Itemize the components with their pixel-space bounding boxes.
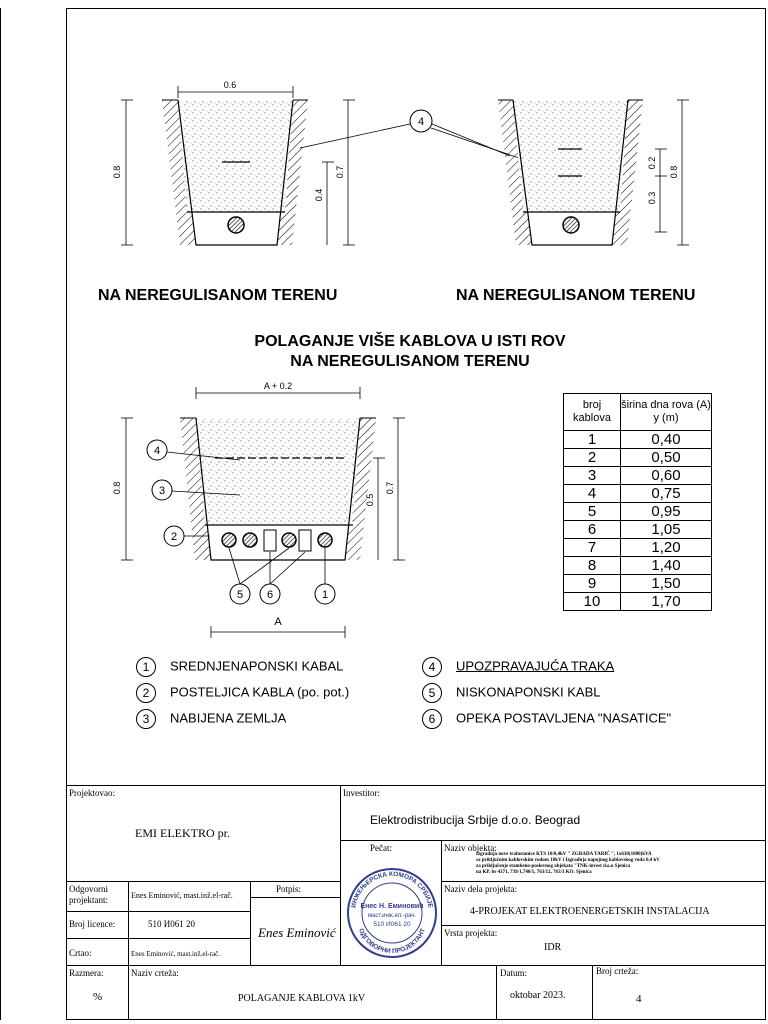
callout-multi-3: 3 bbox=[158, 485, 166, 497]
dim-multi-bottom: A bbox=[274, 616, 282, 628]
dim-left-width: 0.6 bbox=[223, 80, 237, 90]
potpis-label: Potpis: bbox=[276, 884, 302, 894]
dim-right-b: 0.3 bbox=[647, 191, 657, 205]
dim-right-total: 0.8 bbox=[669, 165, 679, 179]
svg-text:4: 4 bbox=[417, 116, 425, 128]
table-row: 3 0,60 bbox=[564, 467, 712, 485]
signature-image: Enes Eminović bbox=[258, 925, 336, 940]
naziv-dela-label: Naziv dela projekta: bbox=[444, 884, 517, 894]
callout-multi-1: 1 bbox=[321, 589, 329, 601]
legend-item: 4 UPOZPRAVAJUĆA TRAKA bbox=[422, 657, 614, 677]
legend-item: 2 POSTELJICA KABLA (po. pot.) bbox=[136, 683, 349, 703]
crtao-label: Crtao: bbox=[69, 948, 92, 958]
dim-multi-layer: 0.5 bbox=[365, 493, 375, 507]
legend-item: 6 OPEKA POSTAVLJENA "NASATICE" bbox=[422, 709, 671, 729]
table-row: 6 1,05 bbox=[564, 521, 712, 539]
datum-label: Datum: bbox=[500, 968, 527, 978]
naziv-objekta-line: sa priključnim kablovskim vodom 10kV i Izgradnja napojnog kablovskog voda 0,4 kV bbox=[476, 858, 660, 863]
engineer-stamp bbox=[345, 866, 439, 960]
table-row: 10 1,70 bbox=[564, 593, 712, 611]
callout-multi-2: 2 bbox=[170, 531, 178, 543]
vrsta-value: IDR bbox=[544, 942, 562, 953]
section-title-1: POLAGANJE VIŠE KABLOVA U ISTI ROV bbox=[254, 333, 566, 350]
trench-multi bbox=[112, 381, 405, 638]
table-header-width: širina dna rova (A) y (m) bbox=[621, 394, 712, 431]
stamp-bottom-text: ОДГОВОРНИ ПРОЈЕКТАНТ bbox=[357, 927, 427, 956]
broj-crteza-value: 4 bbox=[636, 993, 642, 1005]
stamp-name: Енес Н. Еминовић bbox=[360, 903, 424, 910]
odgovorni-value: Enes Eminović, mast.inž.el-rač. bbox=[131, 891, 233, 900]
vrsta-label: Vrsta projekta: bbox=[444, 928, 498, 938]
table-row: 4 0,75 bbox=[564, 485, 712, 503]
callout-multi-6: 6 bbox=[266, 589, 274, 601]
caption-right: NA NEREGULISANOM TERENU bbox=[456, 287, 696, 304]
naziv-objekta-line: na KP. br 4371, 739/1,740/1, 763/12, 763/3 KO. Sjenica bbox=[476, 870, 592, 875]
dim-left-total: 0.8 bbox=[112, 165, 122, 179]
datum-value: oktobar 2023. bbox=[510, 990, 566, 1001]
dim-multi-tape: 0.7 bbox=[385, 481, 395, 495]
naziv-objekta-line: za priključenje stambeno-poslovnog objekata "TNK-invest d.o.o Sjenica bbox=[476, 864, 631, 869]
table-row: 9 1,50 bbox=[564, 575, 712, 593]
stamp-top-text: ИНЖЕЊЕРСКА КОМОРА СРБИЈЕ bbox=[350, 870, 434, 909]
licence-value: 510 И061 20 bbox=[148, 919, 195, 929]
projektovao-value: EMI ELEKTRO pr. bbox=[135, 826, 230, 840]
callout-multi-4: 4 bbox=[153, 445, 161, 457]
legend-item: 3 NABIJENA ZEMLJA bbox=[136, 709, 286, 729]
dim-right-a: 0.2 bbox=[647, 156, 657, 170]
naziv-dela-value: 4-PROJEKAT ELEKTROENERGETSKIH INSTALACIJA bbox=[470, 906, 710, 917]
legend-item: 5 NISKONAPONSKI KABL bbox=[422, 683, 601, 703]
dim-multi-top: A + 0.2 bbox=[263, 381, 293, 391]
naziv-crteza-value: POLAGANJE KABLOVA 1kV bbox=[238, 993, 366, 1004]
investitor-value: Elektrodistribucija Srbije d.o.o. Beograd bbox=[370, 813, 581, 827]
naziv-objekta-label: Naziv objekta: bbox=[444, 843, 497, 853]
caption-left: NA NEREGULISANOM TERENU bbox=[98, 287, 338, 304]
naziv-crteza-label: Naziv crteža: bbox=[131, 968, 179, 978]
table-row: 1 0,40 bbox=[564, 431, 712, 449]
cable-width-table bbox=[563, 393, 712, 611]
licence-label: Broj licence: bbox=[69, 919, 116, 929]
stamp-licence: 510 И061 20 bbox=[373, 921, 411, 928]
table-row: 8 1,40 bbox=[564, 557, 712, 575]
dim-multi-total: 0.8 bbox=[112, 481, 122, 495]
projektovao-label: Projektovao: bbox=[69, 788, 115, 798]
razmera-value: % bbox=[93, 991, 103, 1003]
callout-multi-5: 5 bbox=[236, 589, 244, 601]
investitor-label: Investitor: bbox=[343, 788, 380, 798]
trench-left bbox=[112, 80, 355, 245]
section-title-2: NA NEREGULISANOM TERENU bbox=[290, 353, 530, 370]
razmera-label: Razmera: bbox=[69, 968, 104, 978]
table-row: 2 0,50 bbox=[564, 449, 712, 467]
dim-left-cable: 0.4 bbox=[314, 188, 324, 202]
dim-left-tape: 0.7 bbox=[335, 165, 345, 179]
naziv-objekta-line: Izgradnja nove trafostanice KTS 10/0,4kV " ZGRADA TARIĆ ", 1x630(1000)kVA bbox=[476, 852, 652, 857]
legend-item: 1 SREDNJENAPONSKI KABAL bbox=[136, 657, 343, 677]
table-row: 7 1,20 bbox=[564, 539, 712, 557]
crtao-value: Enes Eminović, mast.inž.el-rač. bbox=[131, 950, 221, 958]
table-header-count: broj kablova bbox=[564, 394, 621, 431]
table-row: 5 0,95 bbox=[564, 503, 712, 521]
broj-crteza-label: Broj crteža: bbox=[596, 966, 639, 976]
pecat-label: Pečat: bbox=[370, 843, 392, 853]
trench-right bbox=[498, 100, 689, 245]
odgovorni-label: Odgovorni projektant: bbox=[69, 884, 108, 905]
stamp-title: маст.инж.ел.-рач. bbox=[367, 913, 417, 919]
